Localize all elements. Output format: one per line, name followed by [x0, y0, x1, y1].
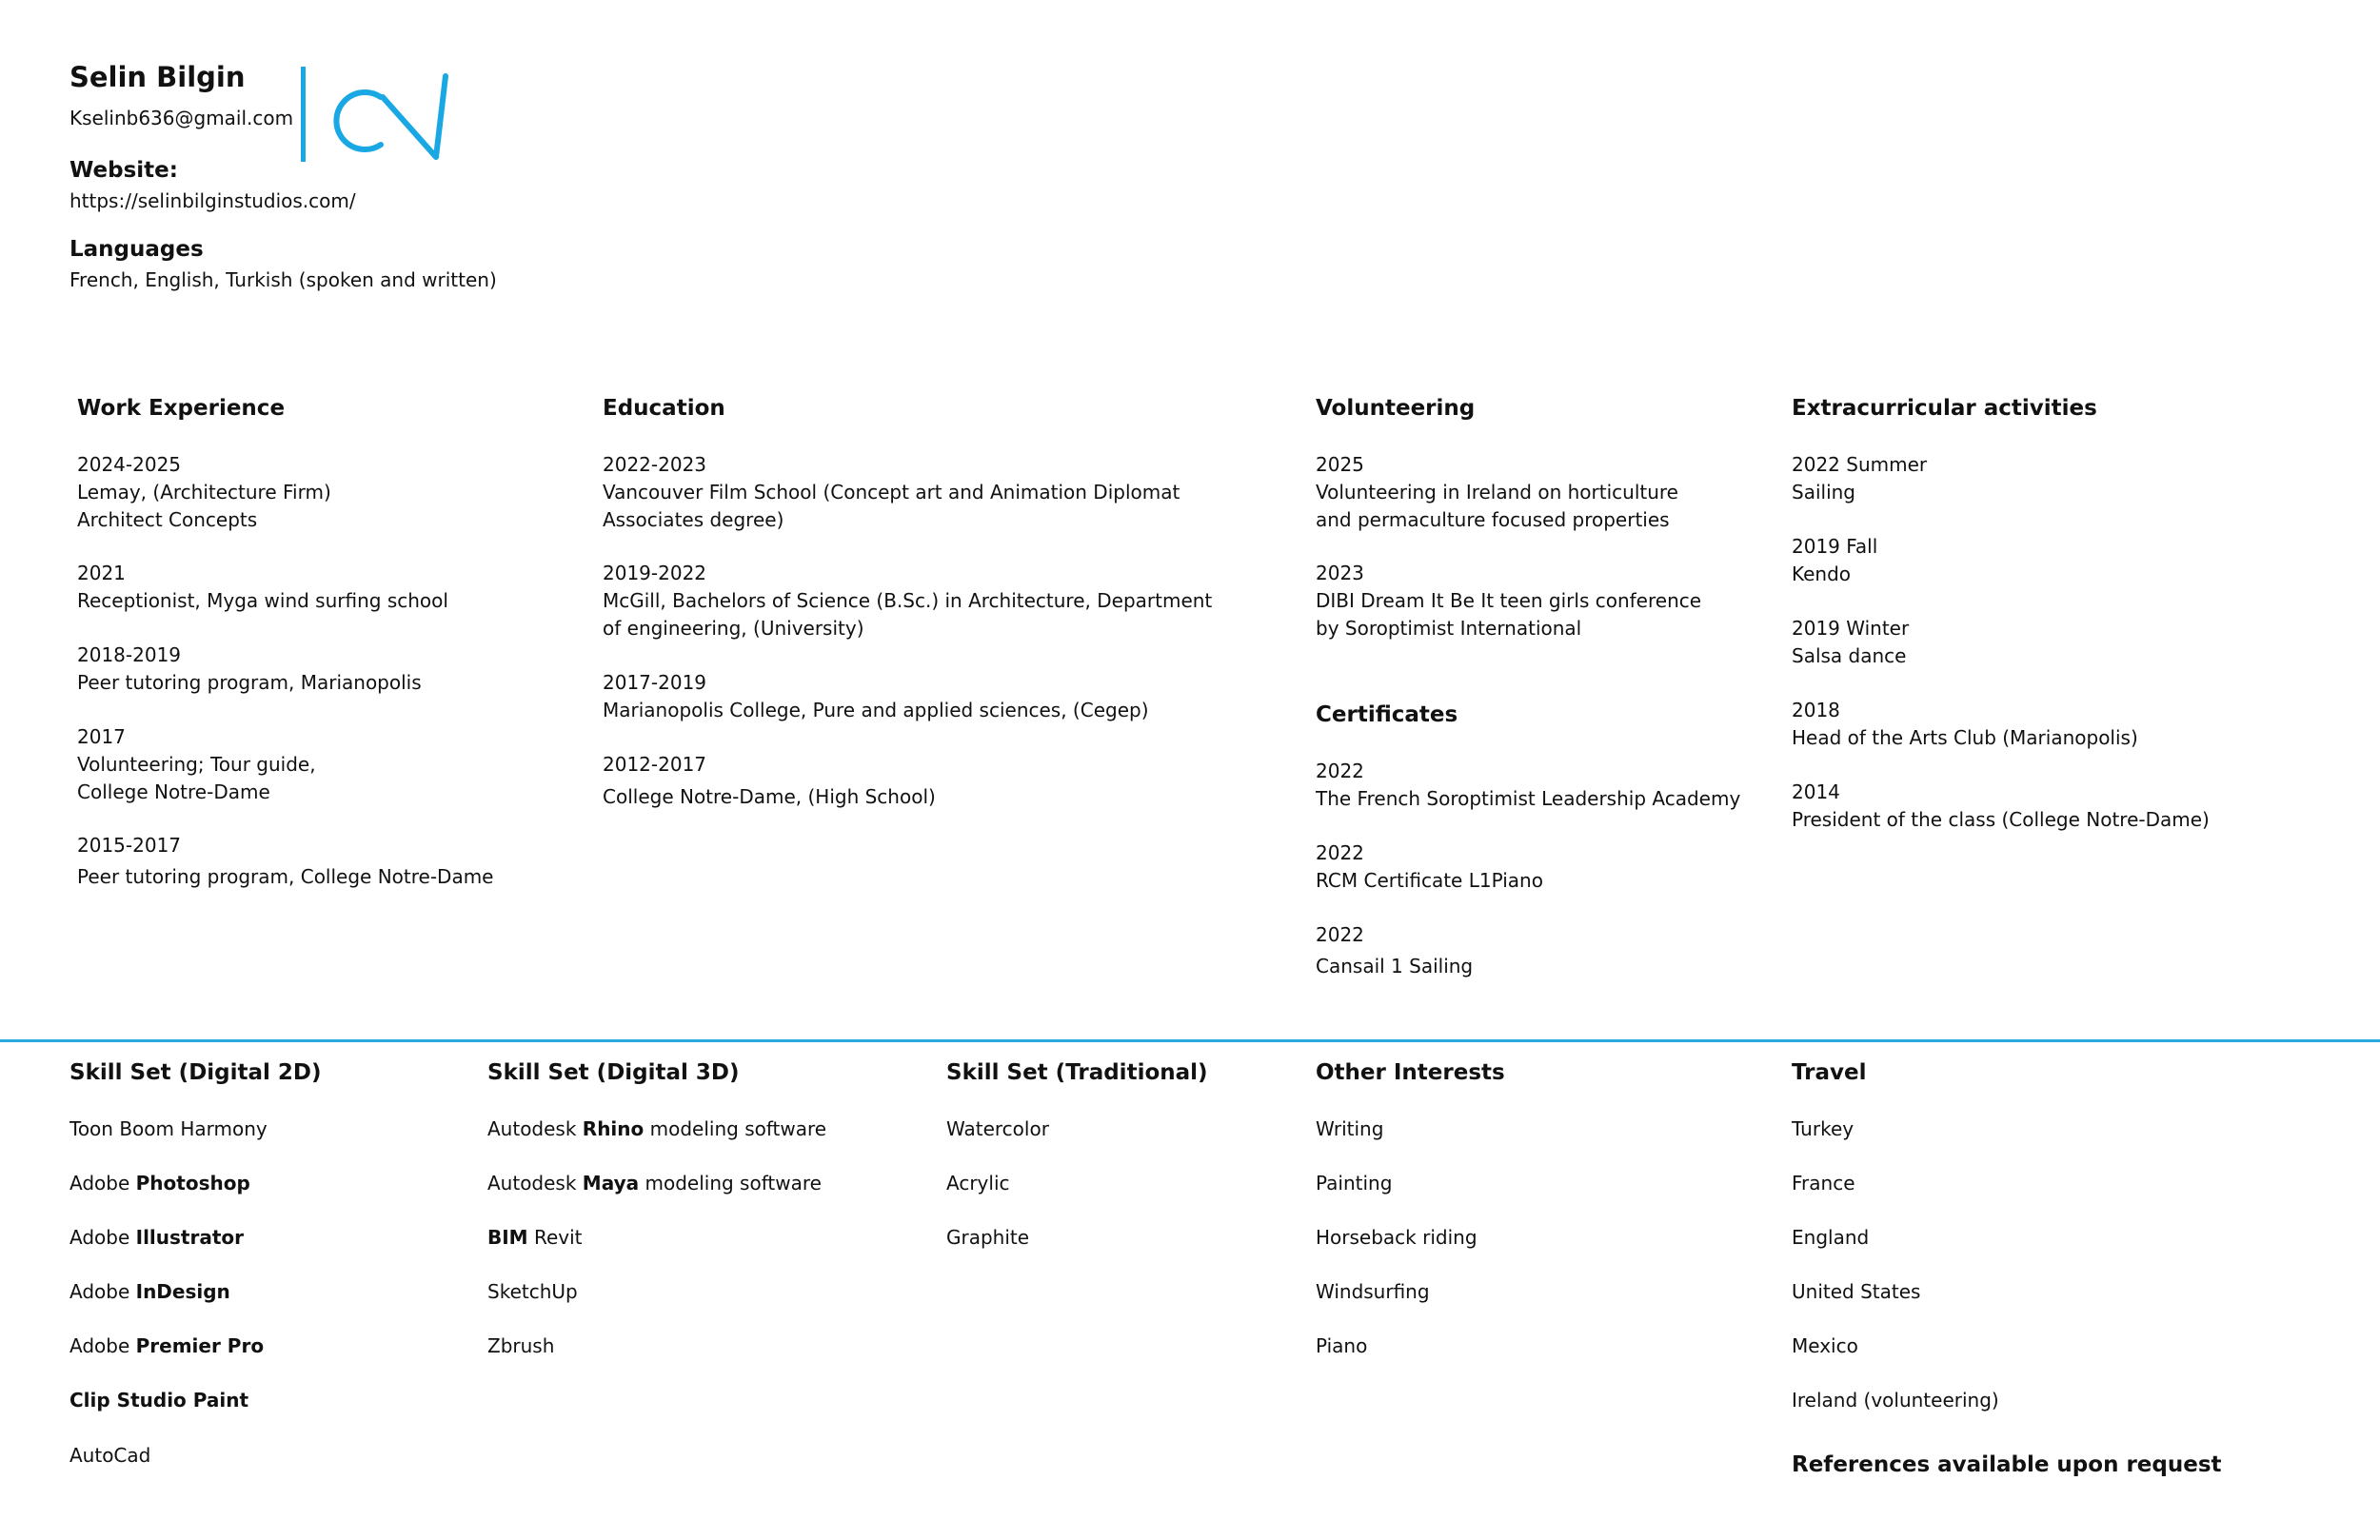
- work-entry: [77, 832, 494, 891]
- entry-line: The French Soroptimist Leadership Academy: [1316, 787, 1741, 810]
- education-entry: [603, 669, 1149, 724]
- other-interests-title: Other Interests: [1316, 1060, 1505, 1085]
- skill-item: Adobe InDesign: [69, 1280, 230, 1303]
- education-entry: [603, 560, 1212, 642]
- languages-value: French, English, Turkish (spoken and written): [69, 268, 497, 291]
- skills-traditional-title: Skill Set (Traditional): [946, 1060, 1208, 1085]
- entry-line: Kendo: [1792, 563, 1852, 585]
- entry-line: Volunteering in Ireland on horticulture: [1316, 481, 1678, 503]
- interest-item: Windsurfing: [1316, 1280, 1430, 1303]
- languages-label: Languages: [69, 237, 204, 262]
- volunteering-title: Volunteering: [1316, 396, 1476, 421]
- skill-item: Adobe Illustrator: [69, 1226, 245, 1249]
- entry-year: 2022 Summer: [1792, 453, 1928, 476]
- volunteering-entry: [1316, 451, 1678, 534]
- work-entry: [77, 642, 422, 697]
- entry-year: 2022: [1316, 923, 1364, 946]
- entry-year: 2012-2017: [603, 753, 707, 776]
- certificate-entry: [1316, 758, 1740, 813]
- travel-item: United States: [1792, 1280, 1921, 1303]
- entry-line: President of the class (College Notre-Dame): [1792, 808, 2210, 831]
- travel-item: England: [1792, 1226, 1870, 1249]
- skill-item: Autodesk Rhino modeling software: [487, 1117, 827, 1140]
- entry-year: 2022-2023: [603, 453, 707, 476]
- entry-line: Vancouver Film School (Concept art and Animation Diplomat: [603, 481, 1180, 503]
- certificates-title: Certificates: [1316, 702, 1458, 727]
- entry-line: Peer tutoring program, Marianopolis: [77, 671, 422, 694]
- entry-line: Associates degree): [603, 508, 784, 531]
- volunteering-entry: [1316, 560, 1701, 642]
- entry-line: College Notre-Dame: [77, 780, 270, 803]
- travel-item: Ireland (volunteering): [1792, 1389, 1999, 1412]
- entry-year: 2022: [1316, 760, 1364, 782]
- cv-logo-mark: [301, 67, 453, 164]
- extracurricular-title: Extracurricular activities: [1792, 396, 2097, 421]
- travel-title: Travel: [1792, 1060, 1867, 1085]
- entry-line: Volunteering; Tour guide,: [77, 753, 316, 776]
- work-entry: [77, 560, 448, 615]
- education-title: Education: [603, 396, 725, 421]
- entry-line: Salsa dance: [1792, 644, 1907, 667]
- work-entry: [77, 451, 331, 534]
- entry-line: RCM Certificate L1Piano: [1316, 869, 1543, 892]
- entry-year: 2018-2019: [77, 643, 182, 666]
- education-entry: [603, 751, 936, 811]
- extracurricular-entry: [1792, 697, 2138, 752]
- skills-3d-title: Skill Set (Digital 3D): [487, 1060, 740, 1085]
- travel-item: France: [1792, 1172, 1855, 1194]
- entry-year: 2019 Fall: [1792, 535, 1878, 558]
- skill-item: Toon Boom Harmony: [69, 1117, 268, 1140]
- interest-item: Piano: [1316, 1334, 1368, 1357]
- entry-line: DIBI Dream It Be It teen girls conference: [1316, 589, 1702, 612]
- certificate-entry: [1316, 839, 1543, 895]
- section-divider: [0, 1039, 2380, 1042]
- cv-logo: [301, 67, 453, 164]
- entry-line: of engineering, (University): [603, 617, 864, 640]
- skill-item: Watercolor: [946, 1117, 1049, 1140]
- entry-line: Receptionist, Myga wind surfing school: [77, 589, 448, 612]
- website-label: Website:: [69, 158, 178, 183]
- entry-line: Head of the Arts Club (Marianopolis): [1792, 726, 2138, 749]
- email-link[interactable]: Kselinb636@gmail.com: [69, 107, 294, 129]
- entry-year: 2014: [1792, 780, 1840, 803]
- interest-item: Writing: [1316, 1117, 1384, 1140]
- work-experience-title: Work Experience: [77, 396, 286, 421]
- extracurricular-entry: [1792, 451, 1927, 506]
- skill-item: SketchUp: [487, 1280, 578, 1303]
- entry-year: 2019-2022: [603, 562, 707, 584]
- skill-item: Autodesk Maya modeling software: [487, 1172, 822, 1194]
- extracurricular-entry: [1792, 533, 1877, 588]
- skill-item: Adobe Premier Pro: [69, 1334, 265, 1357]
- skill-item: Zbrush: [487, 1334, 555, 1357]
- entry-year: 2023: [1316, 562, 1364, 584]
- skills-2d-title: Skill Set (Digital 2D): [69, 1060, 322, 1085]
- skill-item: Clip Studio Paint: [69, 1389, 249, 1412]
- interest-item: Painting: [1316, 1172, 1393, 1194]
- skill-item: Graphite: [946, 1226, 1030, 1249]
- entry-line: Sailing: [1792, 481, 1855, 503]
- entry-line: by Soroptimist International: [1316, 617, 1582, 640]
- work-entry: [77, 723, 316, 806]
- entry-line: Cansail 1 Sailing: [1316, 955, 1474, 977]
- entry-year: 2022: [1316, 841, 1364, 864]
- entry-year: 2025: [1316, 453, 1364, 476]
- extracurricular-entry: [1792, 779, 2210, 834]
- references-note: References available upon request: [1792, 1452, 2222, 1477]
- travel-item: Turkey: [1792, 1117, 1854, 1140]
- entry-year: 2017-2019: [603, 671, 707, 694]
- skill-item: BIM Revit: [487, 1226, 583, 1249]
- entry-line: College Notre-Dame, (High School): [603, 785, 936, 808]
- entry-line: and permaculture focused properties: [1316, 508, 1670, 531]
- entry-line: Lemay, (Architecture Firm): [77, 481, 331, 503]
- entry-line: Marianopolis College, Pure and applied sciences, (Cegep): [603, 699, 1149, 721]
- entry-year: 2019 Winter: [1792, 617, 1910, 640]
- entry-year: 2021: [77, 562, 126, 584]
- entry-line: Architect Concepts: [77, 508, 258, 531]
- skill-item: Adobe Photoshop: [69, 1172, 250, 1194]
- entry-year: 2015-2017: [77, 834, 182, 857]
- entry-year: 2024-2025: [77, 453, 182, 476]
- certificate-entry: [1316, 921, 1473, 980]
- education-entry: [603, 451, 1180, 534]
- entry-line: Peer tutoring program, College Notre-Dame: [77, 865, 494, 888]
- entry-line: McGill, Bachelors of Science (B.Sc.) in Architecture, Department: [603, 589, 1213, 612]
- skill-item: AutoCad: [69, 1444, 151, 1467]
- interest-item: Horseback riding: [1316, 1226, 1478, 1249]
- extracurricular-entry: [1792, 615, 1909, 670]
- skill-item: Acrylic: [946, 1172, 1010, 1194]
- website-link[interactable]: https://selinbilginstudios.com/: [69, 189, 356, 212]
- entry-year: 2018: [1792, 699, 1840, 721]
- entry-year: 2017: [77, 725, 126, 748]
- candidate-name: Selin Bilgin: [69, 61, 246, 93]
- travel-item: Mexico: [1792, 1334, 1858, 1357]
